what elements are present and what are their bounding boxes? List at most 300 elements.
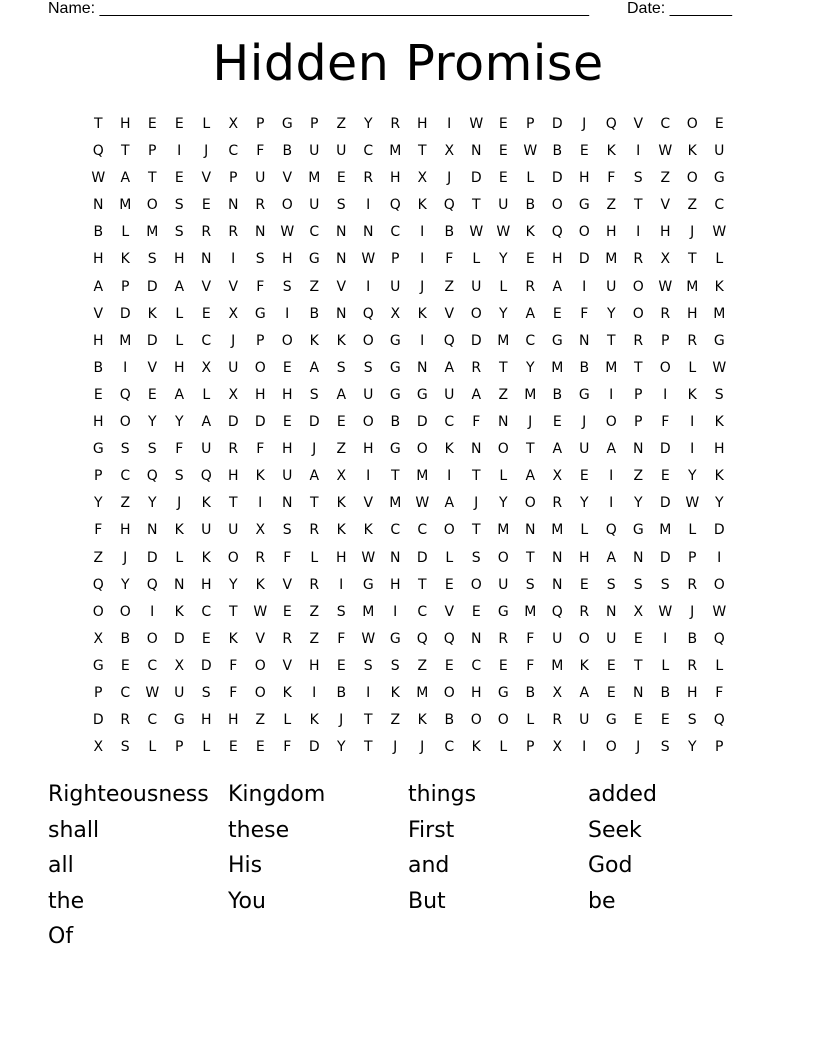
grid-letter[interactable]: S (120, 739, 131, 756)
grid-letter[interactable]: O (605, 739, 618, 756)
grid-letter[interactable]: Y (606, 305, 617, 322)
grid-letter[interactable]: W (712, 359, 727, 376)
grid-letter[interactable]: V (201, 278, 212, 295)
grid-letter[interactable]: H (389, 170, 402, 187)
grid-letter[interactable]: B (525, 684, 536, 701)
grid-letter[interactable]: S (633, 576, 644, 593)
grid-letter[interactable]: J (123, 549, 128, 566)
grid-letter[interactable]: E (606, 657, 617, 674)
grid-letter[interactable]: K (471, 739, 482, 756)
grid-letter[interactable]: K (363, 522, 374, 539)
grid-letter[interactable]: O (497, 441, 510, 458)
grid-letter[interactable]: V (660, 197, 671, 214)
grid-letter[interactable]: X (93, 630, 104, 647)
grid-letter[interactable]: I (690, 414, 695, 431)
grid-letter[interactable]: U (444, 386, 455, 403)
grid-letter[interactable]: F (661, 414, 670, 431)
grid-letter[interactable]: N (363, 224, 374, 241)
grid-letter[interactable]: Z (309, 278, 320, 295)
grid-letter[interactable]: N (282, 495, 293, 512)
grid-letter[interactable]: W (361, 630, 376, 647)
grid-letter[interactable]: W (658, 603, 673, 620)
grid-letter[interactable]: M (524, 603, 537, 620)
grid-letter[interactable]: S (336, 359, 347, 376)
grid-letter[interactable]: P (310, 116, 319, 132)
grid-letter[interactable]: C (120, 684, 131, 701)
grid-letter[interactable]: E (147, 116, 158, 132)
grid-letter[interactable]: N (417, 359, 428, 376)
grid-letter[interactable]: C (660, 116, 671, 132)
grid-letter[interactable]: L (688, 522, 697, 539)
grid-letter[interactable]: H (281, 386, 294, 403)
grid-letter[interactable]: F (229, 684, 238, 701)
grid-letter[interactable]: J (420, 739, 425, 756)
grid-letter[interactable]: G (416, 386, 429, 403)
grid-letter[interactable]: I (420, 332, 425, 349)
grid-letter[interactable]: P (229, 170, 238, 187)
grid-letter[interactable]: A (309, 468, 320, 485)
grid-letter[interactable]: S (633, 170, 644, 187)
grid-letter[interactable]: S (471, 549, 482, 566)
grid-letter[interactable]: P (688, 549, 697, 566)
grid-letter[interactable]: S (660, 576, 671, 593)
grid-letter[interactable]: I (366, 278, 371, 295)
grid-letter[interactable]: Y (498, 495, 509, 512)
grid-letter[interactable]: H (551, 251, 564, 268)
grid-letter[interactable]: G (578, 197, 591, 214)
grid-letter[interactable]: W (496, 224, 511, 241)
grid-letter[interactable]: J (204, 143, 209, 160)
grid-letter[interactable]: K (417, 305, 428, 322)
grid-letter[interactable]: T (525, 441, 536, 458)
grid-letter[interactable]: J (690, 603, 695, 620)
grid-letter[interactable]: V (228, 278, 239, 295)
grid-letter[interactable]: H (254, 386, 267, 403)
grid-letter[interactable]: A (174, 278, 185, 295)
grid-letter[interactable]: K (255, 576, 266, 593)
grid-letter[interactable]: O (281, 197, 294, 214)
grid-letter[interactable]: R (660, 305, 671, 322)
grid-letter[interactable]: K (714, 468, 725, 485)
grid-letter[interactable]: B (282, 143, 293, 160)
grid-letter[interactable]: U (228, 522, 239, 539)
grid-letter[interactable]: K (309, 332, 320, 349)
grid-letter[interactable]: I (150, 603, 155, 620)
grid-letter[interactable]: O (146, 197, 159, 214)
grid-letter[interactable]: S (147, 441, 158, 458)
grid-letter[interactable]: S (606, 576, 617, 593)
grid-letter[interactable]: O (281, 332, 294, 349)
grid-letter[interactable]: I (123, 359, 128, 376)
grid-letter[interactable]: C (147, 657, 158, 674)
grid-letter[interactable]: F (580, 305, 589, 322)
grid-letter[interactable]: O (497, 712, 510, 729)
grid-letter[interactable]: T (471, 197, 482, 214)
grid-letter[interactable]: Y (93, 495, 104, 512)
grid-letter[interactable]: H (686, 305, 699, 322)
grid-letter[interactable]: Y (336, 739, 347, 756)
grid-letter[interactable]: D (146, 332, 159, 349)
grid-letter[interactable]: R (687, 657, 698, 674)
grid-letter[interactable]: L (175, 332, 184, 349)
grid-letter[interactable]: W (685, 495, 700, 512)
grid-letter[interactable]: G (389, 441, 402, 458)
grid-letter[interactable]: E (201, 197, 212, 214)
grid-letter[interactable]: Q (605, 522, 618, 539)
grid-letter[interactable]: X (660, 251, 671, 268)
grid-letter[interactable]: O (470, 576, 483, 593)
grid-letter[interactable]: S (363, 657, 374, 674)
grid-letter[interactable]: O (551, 197, 564, 214)
grid-letter[interactable]: P (175, 739, 184, 756)
grid-letter[interactable]: L (202, 386, 211, 403)
grid-letter[interactable]: Q (443, 630, 456, 647)
grid-letter[interactable]: Y (525, 359, 536, 376)
grid-letter[interactable]: U (282, 468, 293, 485)
grid-letter[interactable]: Q (713, 712, 726, 729)
grid-letter[interactable]: A (471, 386, 482, 403)
grid-letter[interactable]: F (445, 251, 454, 268)
grid-letter[interactable]: K (336, 495, 347, 512)
grid-letter[interactable]: G (713, 170, 726, 187)
grid-letter[interactable]: H (389, 576, 402, 593)
grid-letter[interactable]: C (417, 603, 428, 620)
grid-letter[interactable]: O (443, 684, 456, 701)
grid-letter[interactable]: L (175, 305, 184, 322)
grid-letter[interactable]: P (94, 684, 103, 701)
grid-letter[interactable]: H (686, 684, 699, 701)
grid-letter[interactable]: W (361, 251, 376, 268)
grid-letter[interactable]: C (417, 522, 428, 539)
grid-letter[interactable]: B (390, 414, 401, 431)
grid-letter[interactable]: Q (443, 332, 456, 349)
grid-letter[interactable]: L (202, 116, 211, 132)
grid-letter[interactable]: E (660, 468, 671, 485)
grid-letter[interactable]: Z (336, 441, 347, 458)
grid-letter[interactable]: Z (255, 712, 266, 729)
grid-letter[interactable]: K (525, 224, 536, 241)
grid-letter[interactable]: Z (309, 630, 320, 647)
grid-letter[interactable]: H (659, 224, 672, 241)
grid-letter[interactable]: A (309, 359, 320, 376)
grid-letter[interactable]: X (228, 305, 239, 322)
grid-letter[interactable]: E (498, 143, 509, 160)
grid-letter[interactable]: H (281, 441, 294, 458)
grid-letter[interactable]: X (336, 468, 347, 485)
grid-letter[interactable]: C (363, 143, 374, 160)
grid-letter[interactable]: R (471, 359, 482, 376)
grid-letter[interactable]: H (227, 712, 240, 729)
grid-letter[interactable]: N (147, 522, 158, 539)
grid-letter[interactable]: Y (498, 305, 509, 322)
grid-letter[interactable]: T (120, 143, 131, 160)
grid-letter[interactable]: T (633, 359, 644, 376)
grid-letter[interactable]: H (200, 576, 213, 593)
grid-letter[interactable]: C (147, 712, 158, 729)
grid-letter[interactable]: C (444, 739, 455, 756)
grid-letter[interactable]: L (499, 278, 508, 295)
grid-letter[interactable]: Y (633, 495, 644, 512)
grid-letter[interactable]: B (660, 684, 671, 701)
grid-letter[interactable]: V (93, 305, 104, 322)
grid-letter[interactable]: X (633, 603, 644, 620)
grid-letter[interactable]: U (309, 197, 320, 214)
grid-letter[interactable]: C (714, 197, 725, 214)
grid-letter[interactable]: B (93, 224, 104, 241)
grid-letter[interactable]: M (551, 522, 564, 539)
grid-letter[interactable]: G (308, 251, 321, 268)
grid-letter[interactable]: H (92, 332, 105, 349)
grid-letter[interactable]: I (366, 684, 371, 701)
grid-letter[interactable]: N (228, 197, 239, 214)
grid-letter[interactable]: S (282, 522, 293, 539)
grid-letter[interactable]: O (362, 332, 375, 349)
grid-letter[interactable]: X (174, 657, 185, 674)
grid-letter[interactable]: R (552, 712, 563, 729)
grid-letter[interactable]: E (633, 712, 644, 729)
grid-letter[interactable]: U (201, 441, 212, 458)
grid-letter[interactable]: U (201, 522, 212, 539)
grid-letter[interactable]: U (471, 278, 482, 295)
grid-letter[interactable]: U (606, 630, 617, 647)
grid-letter[interactable]: G (389, 359, 402, 376)
grid-letter[interactable]: B (579, 359, 590, 376)
grid-letter[interactable]: E (201, 630, 212, 647)
grid-letter[interactable]: K (417, 197, 428, 214)
grid-letter[interactable]: N (552, 549, 563, 566)
grid-letter[interactable]: V (282, 576, 293, 593)
grid-letter[interactable]: I (420, 251, 425, 268)
grid-letter[interactable]: J (582, 414, 587, 431)
grid-letter[interactable]: E (606, 684, 617, 701)
grid-letter[interactable]: O (524, 495, 537, 512)
grid-letter[interactable]: R (120, 712, 131, 729)
grid-letter[interactable]: P (661, 332, 670, 349)
grid-letter[interactable]: N (606, 603, 617, 620)
grid-letter[interactable]: B (552, 143, 563, 160)
grid-letter[interactable]: O (443, 522, 456, 539)
grid-letter[interactable]: C (390, 522, 401, 539)
grid-letter[interactable]: E (579, 468, 590, 485)
grid-letter[interactable]: I (420, 224, 425, 241)
grid-letter[interactable]: G (254, 305, 267, 322)
grid-letter[interactable]: X (444, 143, 455, 160)
grid-letter[interactable]: K (714, 414, 725, 431)
grid-letter[interactable]: I (609, 468, 614, 485)
grid-letter[interactable]: L (175, 549, 184, 566)
grid-letter[interactable]: D (659, 549, 672, 566)
grid-letter[interactable]: G (92, 657, 105, 674)
grid-letter[interactable]: K (714, 278, 725, 295)
grid-letter[interactable]: F (337, 630, 346, 647)
grid-letter[interactable]: J (420, 278, 425, 295)
grid-letter[interactable]: C (471, 657, 482, 674)
grid-letter[interactable]: T (471, 468, 482, 485)
grid-letter[interactable]: S (714, 386, 725, 403)
grid-letter[interactable]: N (633, 684, 644, 701)
grid-letter[interactable]: K (390, 684, 401, 701)
grid-letter[interactable]: N (633, 549, 644, 566)
grid-letter[interactable]: W (523, 143, 538, 160)
grid-letter[interactable]: K (120, 251, 131, 268)
grid-letter[interactable]: B (687, 630, 698, 647)
grid-letter[interactable]: N (471, 441, 482, 458)
grid-letter[interactable]: F (526, 657, 535, 674)
grid-letter[interactable]: K (336, 332, 347, 349)
grid-letter[interactable]: K (417, 712, 428, 729)
grid-letter[interactable]: N (93, 197, 104, 214)
grid-letter[interactable]: Y (498, 251, 509, 268)
grid-letter[interactable]: L (499, 739, 508, 756)
grid-letter[interactable]: F (715, 684, 724, 701)
grid-letter[interactable]: K (309, 712, 320, 729)
grid-letter[interactable]: Q (551, 224, 564, 241)
grid-letter[interactable]: A (93, 278, 104, 295)
grid-letter[interactable]: G (551, 332, 564, 349)
grid-letter[interactable]: N (498, 414, 509, 431)
grid-letter[interactable]: I (366, 468, 371, 485)
grid-letter[interactable]: O (416, 441, 429, 458)
grid-letter[interactable]: I (690, 441, 695, 458)
grid-letter[interactable]: M (551, 657, 564, 674)
grid-letter[interactable]: K (687, 386, 698, 403)
grid-letter[interactable]: T (228, 495, 239, 512)
grid-letter[interactable]: X (228, 386, 239, 403)
grid-letter[interactable]: O (578, 630, 591, 647)
grid-letter[interactable]: U (579, 712, 590, 729)
grid-letter[interactable]: H (173, 251, 186, 268)
grid-letter[interactable]: O (713, 576, 726, 593)
grid-letter[interactable]: R (579, 603, 590, 620)
grid-letter[interactable]: H (578, 549, 591, 566)
grid-letter[interactable]: S (336, 197, 347, 214)
grid-letter[interactable]: U (579, 441, 590, 458)
grid-letter[interactable]: I (582, 278, 587, 295)
grid-letter[interactable]: I (177, 143, 182, 160)
grid-letter[interactable]: Y (714, 495, 725, 512)
grid-letter[interactable]: T (498, 359, 509, 376)
grid-letter[interactable]: V (147, 359, 158, 376)
grid-letter[interactable]: M (362, 603, 375, 620)
grid-letter[interactable]: I (663, 630, 668, 647)
grid-letter[interactable]: Q (146, 468, 159, 485)
grid-letter[interactable]: W (712, 224, 727, 241)
grid-letter[interactable]: B (309, 305, 320, 322)
grid-letter[interactable]: X (552, 468, 563, 485)
grid-letter[interactable]: D (578, 251, 591, 268)
grid-letter[interactable]: K (228, 630, 239, 647)
grid-letter[interactable]: R (498, 630, 509, 647)
grid-letter[interactable]: E (336, 170, 347, 187)
grid-letter[interactable]: U (363, 386, 374, 403)
grid-letter[interactable]: J (528, 414, 533, 431)
grid-letter[interactable]: M (389, 143, 402, 160)
grid-letter[interactable]: K (174, 603, 185, 620)
grid-letter[interactable]: M (524, 386, 537, 403)
grid-letter[interactable]: L (121, 224, 130, 241)
grid-letter[interactable]: U (552, 630, 563, 647)
grid-letter[interactable]: R (687, 576, 698, 593)
grid-letter[interactable]: P (715, 739, 724, 756)
grid-letter[interactable]: A (552, 441, 563, 458)
grid-letter[interactable]: M (416, 468, 429, 485)
grid-letter[interactable]: V (444, 603, 455, 620)
grid-letter[interactable]: U (498, 576, 509, 593)
grid-letter[interactable]: N (201, 251, 212, 268)
grid-letter[interactable]: P (634, 386, 643, 403)
grid-letter[interactable]: U (498, 197, 509, 214)
grid-letter[interactable]: J (636, 739, 641, 756)
grid-letter[interactable]: D (227, 414, 240, 431)
grid-letter[interactable]: V (282, 657, 293, 674)
grid-letter[interactable]: L (526, 170, 535, 187)
grid-letter[interactable]: J (447, 170, 452, 187)
grid-letter[interactable]: E (147, 386, 158, 403)
grid-letter[interactable]: P (256, 116, 265, 132)
grid-letter[interactable]: H (470, 684, 483, 701)
grid-letter[interactable]: R (525, 278, 536, 295)
grid-letter[interactable]: C (525, 332, 536, 349)
grid-letter[interactable]: E (579, 143, 590, 160)
grid-letter[interactable]: P (526, 739, 535, 756)
grid-letter[interactable]: O (686, 116, 699, 132)
grid-letter[interactable]: X (552, 684, 563, 701)
grid-letter[interactable]: W (91, 170, 106, 187)
grid-letter[interactable]: X (552, 739, 563, 756)
grid-letter[interactable]: E (120, 657, 131, 674)
grid-letter[interactable]: T (363, 739, 374, 756)
grid-letter[interactable]: I (447, 468, 452, 485)
grid-letter[interactable]: Y (147, 414, 158, 431)
grid-letter[interactable]: H (92, 251, 105, 268)
grid-letter[interactable]: O (470, 712, 483, 729)
grid-letter[interactable]: W (469, 116, 484, 132)
grid-letter[interactable]: E (471, 603, 482, 620)
grid-letter[interactable]: Y (687, 739, 698, 756)
grid-letter[interactable]: T (390, 468, 401, 485)
grid-letter[interactable]: F (607, 170, 616, 187)
grid-letter[interactable]: G (497, 603, 510, 620)
grid-letter[interactable]: R (255, 197, 266, 214)
grid-letter[interactable]: D (173, 630, 186, 647)
grid-letter[interactable]: L (580, 522, 589, 539)
grid-letter[interactable]: R (687, 332, 698, 349)
grid-letter[interactable]: L (202, 739, 211, 756)
grid-letter[interactable]: G (389, 630, 402, 647)
grid-letter[interactable]: Z (687, 197, 698, 214)
grid-letter[interactable]: Q (389, 197, 402, 214)
grid-letter[interactable]: V (363, 495, 374, 512)
grid-letter[interactable]: E (498, 116, 509, 132)
grid-letter[interactable]: R (552, 495, 563, 512)
grid-letter[interactable]: B (552, 386, 563, 403)
grid-letter[interactable]: D (470, 332, 483, 349)
grid-letter[interactable]: F (472, 414, 481, 431)
grid-letter[interactable]: D (308, 414, 321, 431)
grid-letter[interactable]: N (336, 305, 347, 322)
grid-letter[interactable]: X (93, 739, 104, 756)
grid-letter[interactable]: J (231, 332, 236, 349)
grid-letter[interactable]: E (255, 739, 266, 756)
grid-letter[interactable]: D (713, 522, 726, 539)
grid-letter[interactable]: E (228, 739, 239, 756)
grid-letter[interactable]: S (363, 359, 374, 376)
grid-letter[interactable]: E (282, 414, 293, 431)
grid-letter[interactable]: T (228, 603, 239, 620)
grid-letter[interactable]: B (120, 630, 131, 647)
grid-letter[interactable]: Z (336, 116, 347, 132)
grid-letter[interactable]: T (417, 143, 428, 160)
